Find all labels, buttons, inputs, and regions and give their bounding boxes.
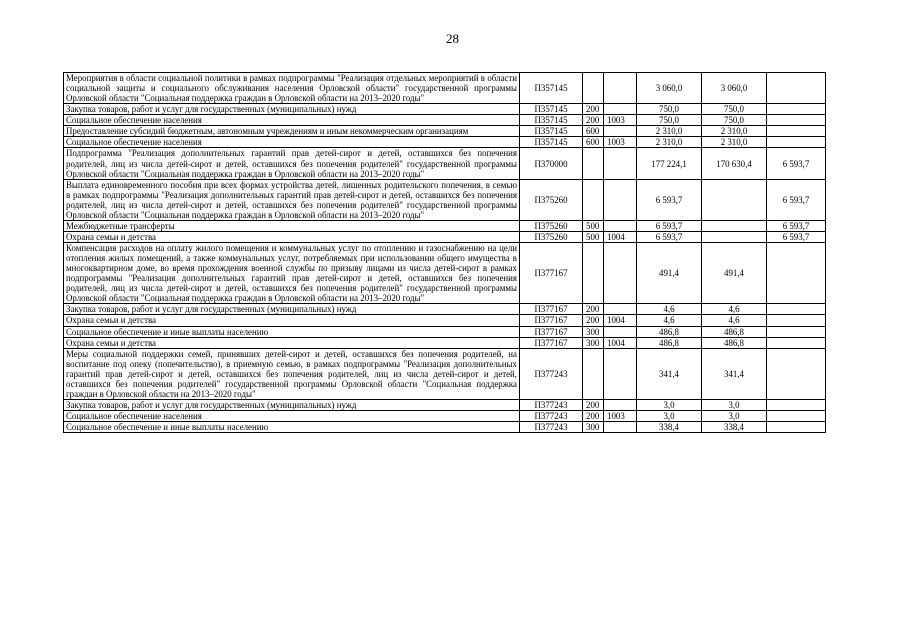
table-row <box>64 115 826 126</box>
total-amount: 6 593,7 <box>637 179 702 220</box>
target-article-code: П377243 <box>520 399 583 410</box>
amount-column-2: 2 310,0 <box>702 137 767 148</box>
row-description: Меры социальной поддержки семей, принявших детей-сирот и детей, оставшихся без попечения родителей, на воспитание под опеку (попечительство), в приемную семью, в рамках подпрограммы "Реализация дополнительных гарантий прав детей-сирот и детей, оставшихся без попечения родителей, лиц из числа детей-сирот и детей, оставшихся без попечения родителей" государственной программы Орловской области "Социальная поддержка граждан в Орловской области на 2013–2020 годы" <box>64 348 520 399</box>
table-row <box>64 104 826 115</box>
target-article-code: П377167 <box>520 304 583 315</box>
section-subsection-code <box>604 148 637 179</box>
amount-column-3: 6 593,7 <box>767 220 826 231</box>
page-number: 28 <box>446 31 459 46</box>
amount-column-2 <box>702 220 767 231</box>
target-article-code: П377167 <box>520 315 583 326</box>
amount-column-3 <box>767 315 826 326</box>
target-article-code: П370000 <box>520 148 583 179</box>
expense-type-code: 500 <box>583 220 604 231</box>
total-amount: 4,6 <box>637 304 702 315</box>
amount-column-2 <box>702 231 767 242</box>
target-article-code: П357145 <box>520 126 583 137</box>
total-amount: 2 310,0 <box>637 126 702 137</box>
expense-type-code: 300 <box>583 326 604 337</box>
expense-type-code <box>583 179 604 220</box>
total-amount: 750,0 <box>637 104 702 115</box>
row-description: Закупка товаров, работ и услуг для государственных (муниципальных) нужд <box>64 304 520 315</box>
row-description: Социальное обеспечение населения <box>64 115 520 126</box>
expense-type-code <box>583 148 604 179</box>
row-description: Подпрограмма "Реализация дополнительных гарантий прав детей-сирот и детей, оставшихся без попечения родителей, лиц из числа детей-сирот и детей, оставшихся без попечения родителей" государственной программы Орловской области "Социальная поддержка граждан в Орловской области на 2013–2020 годы" <box>64 148 520 179</box>
total-amount: 6 593,7 <box>637 220 702 231</box>
target-article-code: П357145 <box>520 115 583 126</box>
amount-column-3 <box>767 243 826 304</box>
expense-type-code: 200 <box>583 104 604 115</box>
expense-type-code <box>583 348 604 399</box>
section-subsection-code <box>604 399 637 410</box>
target-article-code: П377243 <box>520 422 583 433</box>
expense-type-code <box>583 243 604 304</box>
target-article-code: П377243 <box>520 411 583 422</box>
table-row <box>64 220 826 231</box>
table-row <box>64 148 826 179</box>
table-row <box>64 304 826 315</box>
budget-table-body <box>64 73 826 433</box>
target-article-code: П377167 <box>520 243 583 304</box>
section-subsection-code: 1003 <box>604 411 637 422</box>
section-subsection-code <box>604 422 637 433</box>
section-subsection-code <box>604 243 637 304</box>
amount-column-3 <box>767 326 826 337</box>
amount-column-3 <box>767 348 826 399</box>
target-article-code: П375260 <box>520 220 583 231</box>
amount-column-2: 4,6 <box>702 304 767 315</box>
table-row <box>64 348 826 399</box>
total-amount: 3,0 <box>637 399 702 410</box>
target-article-code: П375260 <box>520 179 583 220</box>
total-amount: 491,4 <box>637 243 702 304</box>
amount-column-2: 750,0 <box>702 115 767 126</box>
total-amount: 486,8 <box>637 337 702 348</box>
expense-type-code <box>583 73 604 104</box>
row-description: Закупка товаров, работ и услуг для государственных (муниципальных) нужд <box>64 104 520 115</box>
amount-column-2: 750,0 <box>702 104 767 115</box>
total-amount: 2 310,0 <box>637 137 702 148</box>
amount-column-2: 486,8 <box>702 326 767 337</box>
total-amount: 341,4 <box>637 348 702 399</box>
row-description: Социальное обеспечение и иные выплаты населению <box>64 326 520 337</box>
amount-column-3: 6 593,7 <box>767 179 826 220</box>
amount-column-2: 3,0 <box>702 411 767 422</box>
expense-type-code: 200 <box>583 399 604 410</box>
section-subsection-code: 1004 <box>604 315 637 326</box>
amount-column-2: 4,6 <box>702 315 767 326</box>
row-description: Охрана семьи и детства <box>64 315 520 326</box>
amount-column-3 <box>767 399 826 410</box>
table-row <box>64 231 826 242</box>
table-row <box>64 73 826 104</box>
amount-column-3 <box>767 73 826 104</box>
section-subsection-code <box>604 348 637 399</box>
amount-column-3: 6 593,7 <box>767 148 826 179</box>
table-row <box>64 422 826 433</box>
target-article-code: П357145 <box>520 137 583 148</box>
section-subsection-code <box>604 73 637 104</box>
amount-column-2: 491,4 <box>702 243 767 304</box>
target-article-code: П377167 <box>520 326 583 337</box>
row-description: Социальное обеспечение населения <box>64 411 520 422</box>
section-subsection-code <box>604 304 637 315</box>
table-row <box>64 399 826 410</box>
total-amount: 177 224,1 <box>637 148 702 179</box>
expense-type-code: 200 <box>583 411 604 422</box>
target-article-code: П375260 <box>520 231 583 242</box>
table-row <box>64 411 826 422</box>
row-description: Мероприятия в области социальной политики в рамках подпрограммы "Реализация отдельных мероприятий в области социальной защиты и социального обслуживания населения Орловской области" государственной программы Орловской области "Социальная поддержка граждан в Орловской области на 2013–2020 годы" <box>64 73 520 104</box>
total-amount: 338,4 <box>637 422 702 433</box>
amount-column-2: 3 060,0 <box>702 73 767 104</box>
total-amount: 486,8 <box>637 326 702 337</box>
expense-type-code: 600 <box>583 126 604 137</box>
total-amount: 3,0 <box>637 411 702 422</box>
amount-column-3 <box>767 115 826 126</box>
amount-column-3 <box>767 411 826 422</box>
section-subsection-code: 1003 <box>604 137 637 148</box>
row-description: Межбюджетные трансферты <box>64 220 520 231</box>
expense-type-code: 500 <box>583 231 604 242</box>
table-row <box>64 137 826 148</box>
section-subsection-code: 1004 <box>604 231 637 242</box>
expense-type-code: 300 <box>583 337 604 348</box>
row-description: Компенсация расходов на оплату жилого помещения и коммунальных услуг по отоплению и газоснабжению на цели отопления жилых помещений, а также коммунальных услуг, потребляемых при использовании общего имущества в многоквартирном доме, во время прохождения военной службы по призыву лицами из числа детей-сирот в рамках подпрограммы "Реализация дополнительных гарантий прав детей-сирот и детей, оставшихся без попечения родителей, лиц из числа детей-сирот и детей, оставшихся без попечения родителей" государственной программы Орловской области "Социальная поддержка граждан в Орловской области на 2013–2020 годы" <box>64 243 520 304</box>
amount-column-2 <box>702 179 767 220</box>
table-row <box>64 337 826 348</box>
target-article-code: П377243 <box>520 348 583 399</box>
amount-column-2: 3,0 <box>702 399 767 410</box>
amount-column-3 <box>767 422 826 433</box>
table-row <box>64 243 826 304</box>
target-article-code: П357145 <box>520 73 583 104</box>
budget-table <box>63 72 826 433</box>
row-description: Закупка товаров, работ и услуг для государственных (муниципальных) нужд <box>64 399 520 410</box>
total-amount: 750,0 <box>637 115 702 126</box>
section-subsection-code <box>604 179 637 220</box>
amount-column-2: 2 310,0 <box>702 126 767 137</box>
target-article-code: П377167 <box>520 337 583 348</box>
table-row <box>64 179 826 220</box>
section-subsection-code: 1003 <box>604 115 637 126</box>
amount-column-2: 341,4 <box>702 348 767 399</box>
amount-column-3 <box>767 104 826 115</box>
table-row <box>64 126 826 137</box>
expense-type-code: 200 <box>583 304 604 315</box>
expense-type-code: 200 <box>583 115 604 126</box>
expense-type-code: 200 <box>583 315 604 326</box>
amount-column-2: 486,8 <box>702 337 767 348</box>
row-description: Выплата единовременного пособия при всех формах устройства детей, лишенных родительского попечения, в семью в рамках подпрограммы "Реализация дополнительных гарантий прав детей-сирот и детей, оставшихся без попечения родителей, лиц из числа детей-сирот и детей, оставшихся без попечения родителей" государственной программы Орловской области "Социальная поддержка граждан в Орловской области на 2013–2020 годы" <box>64 179 520 220</box>
amount-column-2: 338,4 <box>702 422 767 433</box>
total-amount: 4,6 <box>637 315 702 326</box>
row-description: Социальное обеспечение населения <box>64 137 520 148</box>
amount-column-2: 170 630,4 <box>702 148 767 179</box>
amount-column-3 <box>767 126 826 137</box>
table-row <box>64 326 826 337</box>
amount-column-3 <box>767 337 826 348</box>
table-row <box>64 315 826 326</box>
section-subsection-code <box>604 126 637 137</box>
row-description: Предоставление субсидий бюджетным, автономным учреждениям и иным некоммерческим организациям <box>64 126 520 137</box>
target-article-code: П357145 <box>520 104 583 115</box>
total-amount: 3 060,0 <box>637 73 702 104</box>
section-subsection-code <box>604 104 637 115</box>
section-subsection-code <box>604 326 637 337</box>
row-description: Охрана семьи и детства <box>64 337 520 348</box>
amount-column-3: 6 593,7 <box>767 231 826 242</box>
amount-column-3 <box>767 304 826 315</box>
amount-column-3 <box>767 137 826 148</box>
section-subsection-code <box>604 220 637 231</box>
total-amount: 6 593,7 <box>637 231 702 242</box>
section-subsection-code: 1004 <box>604 337 637 348</box>
expense-type-code: 300 <box>583 422 604 433</box>
row-description: Социальное обеспечение и иные выплаты населению <box>64 422 520 433</box>
row-description: Охрана семьи и детства <box>64 231 520 242</box>
expense-type-code: 600 <box>583 137 604 148</box>
